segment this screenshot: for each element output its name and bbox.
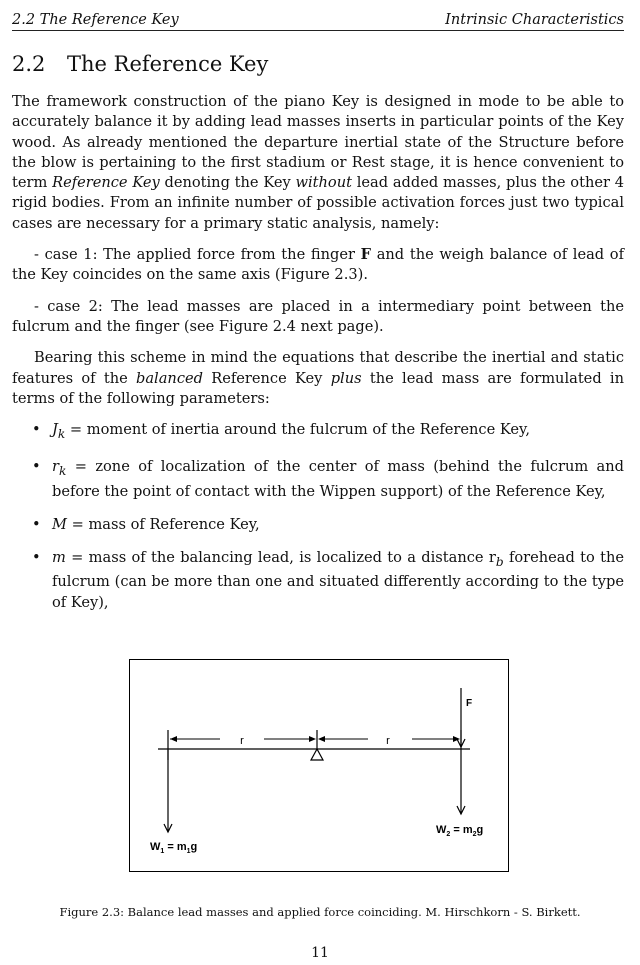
paragraph-intro: [12, 92, 624, 234]
arrowhead-right-icon: [453, 736, 460, 742]
term-without: without: [295, 174, 352, 192]
param-text-tail: forehead to the fulcrum (can be more than one and situated differently according to the type of Key),: [52, 549, 624, 611]
paragraph-intro-part1: The framework construction of the piano Key is designed in mode to be able to accurately balance it by adding lead masses inserts in particular points of the Key wood. As already mentioned the departure inertial state of the Structure before the blow is pertaining to the first stadium or Rest stage, it is hence convenient to term: [12, 93, 624, 192]
term-reference-key: Reference Key: [52, 174, 160, 192]
running-header: [12, 6, 624, 31]
term-balanced: balanced: [136, 369, 203, 387]
list-item: [12, 457, 624, 502]
param-symbol: J: [52, 421, 58, 439]
label-force-f: F: [466, 698, 473, 709]
figure-2-3: [129, 659, 509, 872]
section-title-text: The Reference Key: [67, 52, 269, 76]
param-text: = moment of inertia around the fulcrum of the Reference Key,: [65, 421, 530, 439]
label-w2: $W_2 = m_2g$: [436, 824, 484, 838]
paragraph-parameters-part3: the lead mass are formulated in terms of the following parameters:: [12, 369, 624, 407]
param-symbol: m: [52, 549, 66, 567]
list-item: [12, 420, 624, 444]
label-r-right: r: [386, 735, 390, 747]
header-right: Intrinsic Characteristics: [445, 12, 624, 28]
label-r-left: r: [240, 735, 244, 747]
bullet-icon: •: [32, 549, 41, 567]
term-plus: plus: [330, 369, 362, 387]
paragraph-intro-part3: lead added masses, plus the other 4 rigid bodies. From an infinite number of possible activation forces just two typical cases are necessary for a primary static analysis, namely:: [12, 174, 624, 232]
case-1-part2: and the weigh balance of lead of the Key coincides on the same axis (Figure 2.3).: [12, 246, 624, 284]
parameter-list: [12, 420, 624, 613]
paragraph-parameters-part1: Bearing this scheme in mind the equations that describe the inertial and static features of the: [12, 349, 624, 387]
label-w1: $W_1 = m_1g$: [150, 841, 198, 855]
case-1-part1: - case 1: The applied force from the finger: [34, 246, 361, 264]
param-text: = zone of localization of the center of mass (behind the fulcrum and before the point of contact with the Wippen support) of the Reference Key,: [52, 458, 624, 500]
body-text: [12, 92, 624, 626]
arrowhead-right-icon: [309, 736, 316, 742]
param-subscript: b: [495, 555, 504, 570]
header-left: 2.2 The Reference Key: [12, 12, 179, 28]
section-title: [12, 52, 268, 76]
list-item: [12, 515, 624, 535]
param-text: = mass of Reference Key,: [66, 515, 260, 533]
param-text: = mass of the balancing lead, is localized to a distance r: [65, 549, 496, 567]
paragraph-parameters-part2: Reference Key: [202, 369, 331, 387]
param-subscript: k: [58, 464, 67, 479]
arrowhead-left-icon: [170, 736, 177, 742]
param-subscript: k: [57, 427, 66, 442]
page-number: 11: [311, 945, 329, 961]
fulcrum-triangle-icon: [311, 749, 323, 760]
bullet-icon: •: [32, 421, 41, 439]
balance-diagram: [130, 660, 507, 870]
figure-caption: Figure 2.3: Balance lead masses and applied force coinciding. M. Hirschkorn - S. Birkett.: [59, 905, 581, 919]
list-item: [12, 548, 624, 613]
section-number: 2.2: [12, 52, 46, 76]
bullet-icon: •: [32, 515, 41, 533]
case-1-force-symbol: F: [360, 246, 372, 264]
bullet-icon: •: [32, 458, 41, 476]
paragraph-parameters: [12, 348, 624, 409]
paragraph-intro-part2: denoting the Key: [159, 174, 296, 192]
case-1: [12, 245, 624, 286]
param-symbol: M: [52, 515, 67, 533]
case-2: - case 2: The lead masses are placed in a intermediary point between the fulcrum and the finger (see Figure 2.4 next page).: [12, 297, 624, 335]
param-symbol: r: [52, 458, 59, 476]
